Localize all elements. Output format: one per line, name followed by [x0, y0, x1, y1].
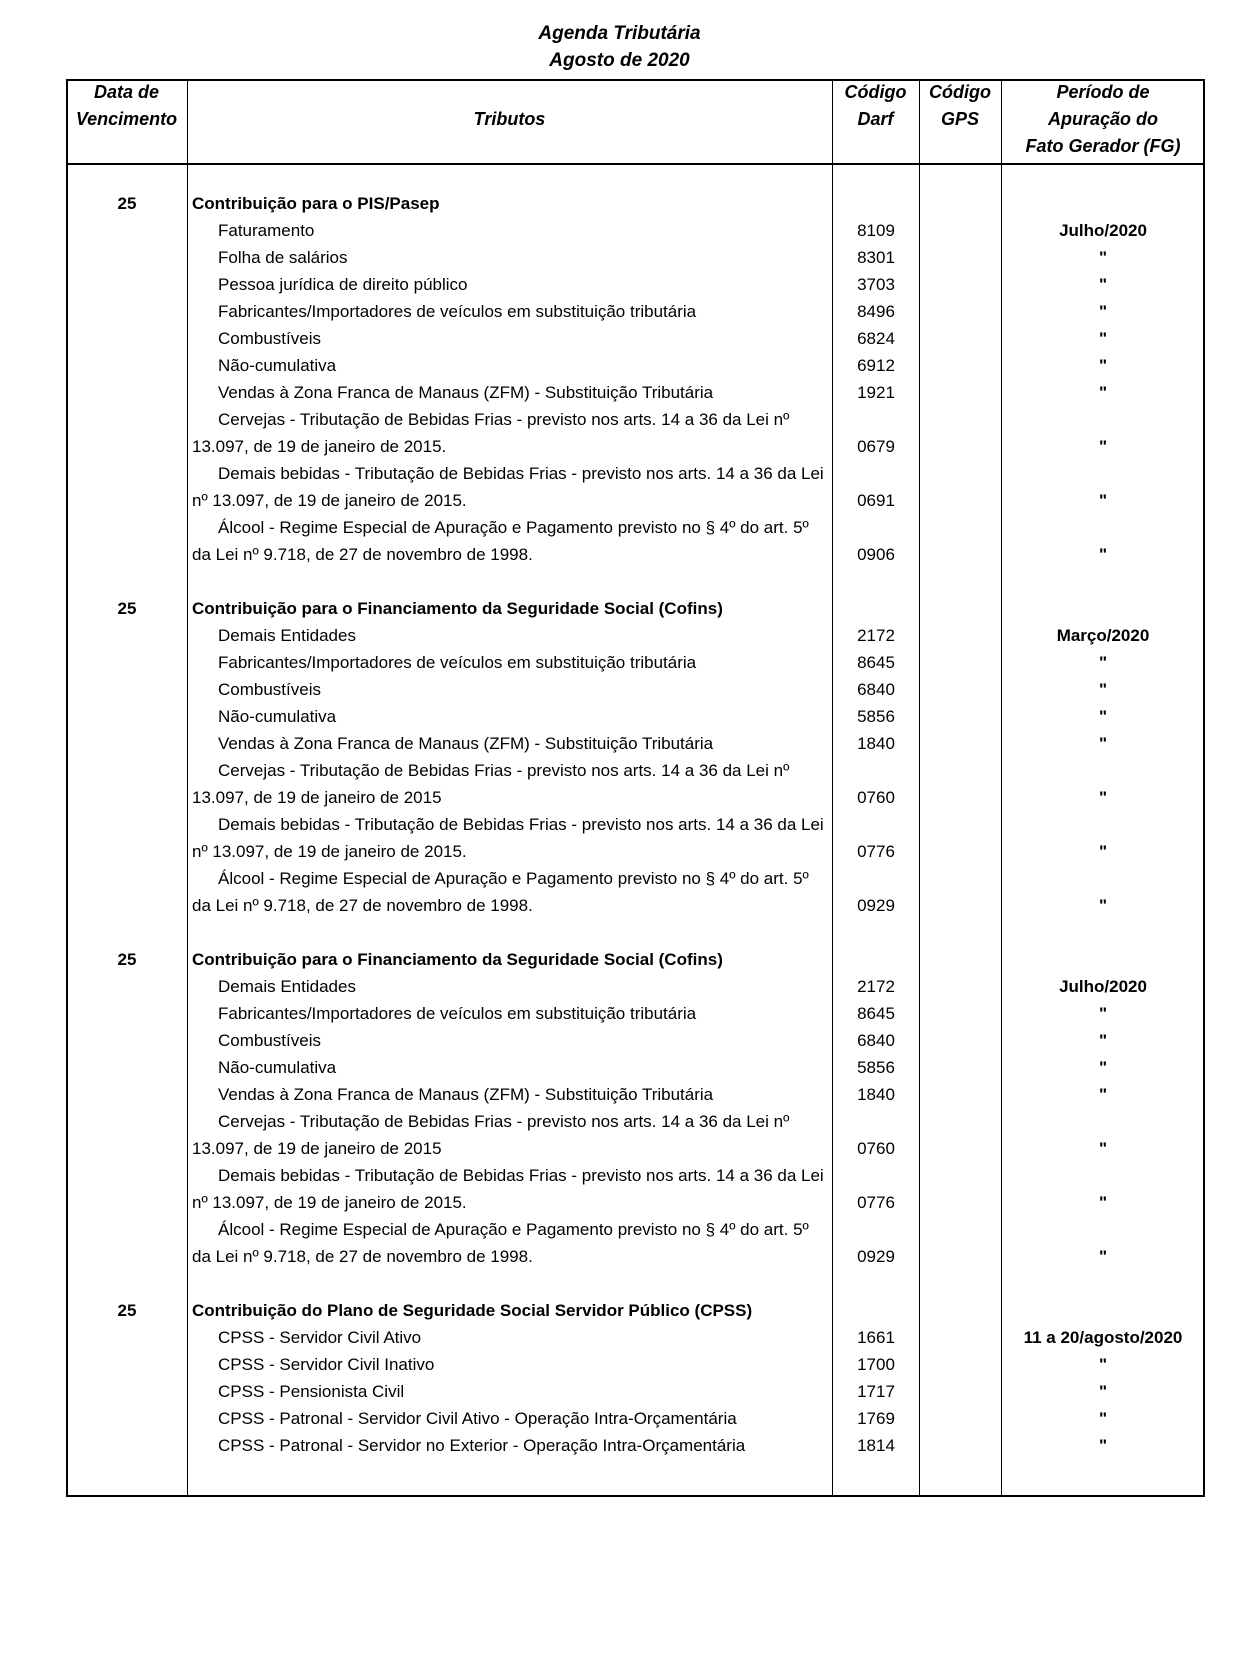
cell-period: " — [1098, 491, 1108, 510]
cell-period: Março/2020 — [1056, 626, 1150, 645]
document-title: Agenda Tributária — [538, 23, 701, 44]
group-header-row — [0, 1297, 1239, 1324]
header-periodo: Período de Apuração do Fato Gerador (FG) — [1025, 82, 1181, 156]
cell-darf: 8645 — [857, 1004, 895, 1023]
table-row — [0, 649, 1239, 676]
cell-period: " — [1098, 545, 1108, 564]
cell-date: 25 — [117, 950, 137, 969]
cell-period: " — [1098, 302, 1108, 321]
cell-period: " — [1098, 1139, 1108, 1158]
cell-desc: Demais bebidas - Tributação de Bebidas Frias - previsto nos arts. 14 a 36 da Lei nº 13.097, de 19 de janeiro de 2015. — [192, 815, 824, 861]
cell-desc: Contribuição para o Financiamento da Seguridade Social (Cofins) — [192, 599, 723, 618]
document-subtitle: Agosto de 2020 — [549, 50, 690, 71]
cell-period: " — [1098, 248, 1108, 267]
table-row — [0, 757, 1239, 811]
header-date: Data de Vencimento — [75, 82, 178, 129]
cell-desc: Demais bebidas - Tributação de Bebidas Frias - previsto nos arts. 14 a 36 da Lei nº 13.097, de 19 de janeiro de 2015. — [192, 1166, 824, 1212]
cell-desc: CPSS - Servidor Civil Ativo — [218, 1328, 422, 1347]
table-row — [0, 1081, 1239, 1108]
cell-date: 25 — [117, 1301, 137, 1320]
cell-desc: Não-cumulativa — [218, 356, 337, 375]
cell-darf: 8645 — [857, 653, 895, 672]
cell-darf: 0760 — [857, 788, 895, 807]
cell-desc: Faturamento — [218, 221, 315, 240]
cell-desc: Demais Entidades — [218, 626, 356, 645]
cell-darf: 1661 — [857, 1328, 895, 1347]
cell-period: " — [1098, 653, 1108, 672]
cell-desc: Não-cumulativa — [218, 1058, 337, 1077]
cell-darf: 8109 — [857, 221, 895, 240]
cell-darf: 2172 — [857, 626, 895, 645]
cell-darf: 0776 — [857, 842, 895, 861]
header-darf: Código Darf — [844, 82, 907, 129]
table-row — [0, 676, 1239, 703]
cell-desc: CPSS - Pensionista Civil — [218, 1382, 405, 1401]
cell-darf: 5856 — [857, 1058, 895, 1077]
table-row — [0, 1054, 1239, 1081]
cell-period: Julho/2020 — [1059, 221, 1147, 240]
cell-desc: Cervejas - Tributação de Bebidas Frias - previsto nos arts. 14 a 36 da Lei nº 13.097, de 19 de janeiro de 2015. — [192, 410, 790, 456]
cell-period: " — [1098, 1085, 1108, 1104]
table-row — [0, 1432, 1239, 1459]
cell-period: " — [1098, 1355, 1108, 1374]
table-row — [0, 1027, 1239, 1054]
cell-desc: Álcool - Regime Especial de Apuração e Pagamento previsto no § 4º do art. 5º da Lei nº 9.718, de 27 de novembro de 1998. — [192, 518, 809, 564]
cell-period: " — [1098, 437, 1108, 456]
header-tributos: Tributos — [473, 109, 546, 129]
cell-period: " — [1098, 383, 1108, 402]
header-gps: Código GPS — [929, 82, 991, 129]
cell-desc: Contribuição do Plano de Seguridade Social Servidor Público (CPSS) — [192, 1301, 753, 1320]
table-row — [0, 379, 1239, 406]
cell-darf: 0691 — [857, 491, 895, 510]
table-row — [0, 1108, 1239, 1162]
table-row — [0, 703, 1239, 730]
cell-period: " — [1098, 1409, 1108, 1428]
cell-period: " — [1098, 1193, 1108, 1212]
cell-period: " — [1098, 680, 1108, 699]
cell-period: " — [1098, 329, 1108, 348]
table-row — [0, 1162, 1239, 1216]
cell-period: " — [1098, 275, 1108, 294]
table-row — [0, 217, 1239, 244]
cell-darf: 0679 — [857, 437, 895, 456]
cell-darf: 8496 — [857, 302, 895, 321]
cell-desc: Combustíveis — [218, 329, 321, 348]
table-row — [0, 865, 1239, 919]
cell-darf: 1717 — [857, 1382, 895, 1401]
cell-date: 25 — [117, 194, 137, 213]
cell-darf: 0776 — [857, 1193, 895, 1212]
table-row — [0, 406, 1239, 460]
cell-darf: 0929 — [857, 1247, 895, 1266]
cell-desc: CPSS - Patronal - Servidor no Exterior - Operação Intra-Orçamentária — [218, 1436, 746, 1455]
table-row — [0, 973, 1239, 1000]
cell-period: " — [1098, 1058, 1108, 1077]
cell-desc: Pessoa jurídica de direito público — [218, 275, 468, 294]
table-row — [0, 271, 1239, 298]
cell-desc: Vendas à Zona Franca de Manaus (ZFM) - Substituição Tributária — [218, 383, 714, 402]
cell-darf: 2172 — [857, 977, 895, 996]
cell-desc: Vendas à Zona Franca de Manaus (ZFM) - Substituição Tributária — [218, 1085, 714, 1104]
cell-darf: 1840 — [857, 1085, 895, 1104]
cell-period: " — [1098, 734, 1108, 753]
table-row — [0, 352, 1239, 379]
table-row — [0, 1351, 1239, 1378]
table-row — [0, 730, 1239, 757]
cell-date: 25 — [117, 599, 137, 618]
cell-period: " — [1098, 1382, 1108, 1401]
cell-period: " — [1098, 788, 1108, 807]
cell-desc: Contribuição para o PIS/Pasep — [192, 194, 440, 213]
cell-desc: Álcool - Regime Especial de Apuração e Pagamento previsto no § 4º do art. 5º da Lei nº 9.718, de 27 de novembro de 1998. — [192, 869, 809, 915]
cell-desc: Demais bebidas - Tributação de Bebidas Frias - previsto nos arts. 14 a 36 da Lei nº 13.097, de 19 de janeiro de 2015. — [192, 464, 824, 510]
cell-desc: Cervejas - Tributação de Bebidas Frias - previsto nos arts. 14 a 36 da Lei nº 13.097, de 19 de janeiro de 2015 — [192, 761, 790, 807]
cell-darf: 1769 — [857, 1409, 895, 1428]
table-row — [0, 1405, 1239, 1432]
cell-darf: 1814 — [857, 1436, 895, 1455]
table-row — [0, 622, 1239, 649]
group-header-row — [0, 595, 1239, 622]
cell-darf: 6912 — [857, 356, 895, 375]
cell-period: " — [1098, 896, 1108, 915]
cell-darf: 0906 — [857, 545, 895, 564]
cell-darf: 6824 — [857, 329, 895, 348]
table-row — [0, 1378, 1239, 1405]
cell-darf: 1700 — [857, 1355, 895, 1374]
cell-desc: Combustíveis — [218, 1031, 321, 1050]
cell-period: " — [1098, 1436, 1108, 1455]
cell-desc: CPSS - Patronal - Servidor Civil Ativo - Operação Intra-Orçamentária — [218, 1409, 737, 1428]
group-header-row — [0, 190, 1239, 217]
cell-desc: Fabricantes/Importadores de veículos em substituição tributária — [218, 653, 697, 672]
cell-darf: 3703 — [857, 275, 895, 294]
cell-desc: Fabricantes/Importadores de veículos em substituição tributária — [218, 302, 697, 321]
table-row — [0, 1000, 1239, 1027]
cell-darf: 6840 — [857, 1031, 895, 1050]
cell-period: " — [1098, 1004, 1108, 1023]
cell-darf: 1840 — [857, 734, 895, 753]
cell-desc: Não-cumulativa — [218, 707, 337, 726]
cell-period: " — [1098, 842, 1108, 861]
header-divider — [66, 163, 1205, 165]
cell-desc: Álcool - Regime Especial de Apuração e Pagamento previsto no § 4º do art. 5º da Lei nº 9.718, de 27 de novembro de 1998. — [192, 1220, 809, 1266]
cell-desc: CPSS - Servidor Civil Inativo — [218, 1355, 435, 1374]
cell-darf: 0760 — [857, 1139, 895, 1158]
cell-darf: 0929 — [857, 896, 895, 915]
cell-desc: Fabricantes/Importadores de veículos em substituição tributária — [218, 1004, 697, 1023]
cell-period: " — [1098, 1247, 1108, 1266]
cell-period: " — [1098, 707, 1108, 726]
table-row — [0, 1324, 1239, 1351]
cell-darf: 6840 — [857, 680, 895, 699]
cell-desc: Contribuição para o Financiamento da Seguridade Social (Cofins) — [192, 950, 723, 969]
table-row — [0, 325, 1239, 352]
group-header-row — [0, 946, 1239, 973]
cell-darf: 8301 — [857, 248, 895, 267]
cell-desc: Combustíveis — [218, 680, 321, 699]
table-row — [0, 460, 1239, 514]
cell-period: Julho/2020 — [1059, 977, 1147, 996]
table-row — [0, 514, 1239, 568]
table-row — [0, 811, 1239, 865]
cell-desc: Cervejas - Tributação de Bebidas Frias - previsto nos arts. 14 a 36 da Lei nº 13.097, de 19 de janeiro de 2015 — [192, 1112, 790, 1158]
cell-darf: 5856 — [857, 707, 895, 726]
cell-period: 11 a 20/agosto/2020 — [1023, 1328, 1183, 1347]
table-row — [0, 1216, 1239, 1270]
cell-desc: Demais Entidades — [218, 977, 356, 996]
cell-period: " — [1098, 1031, 1108, 1050]
cell-period: " — [1098, 356, 1108, 375]
table-row — [0, 298, 1239, 325]
cell-desc: Vendas à Zona Franca de Manaus (ZFM) - Substituição Tributária — [218, 734, 714, 753]
table-row — [0, 244, 1239, 271]
cell-darf: 1921 — [857, 383, 895, 402]
cell-desc: Folha de salários — [218, 248, 348, 267]
